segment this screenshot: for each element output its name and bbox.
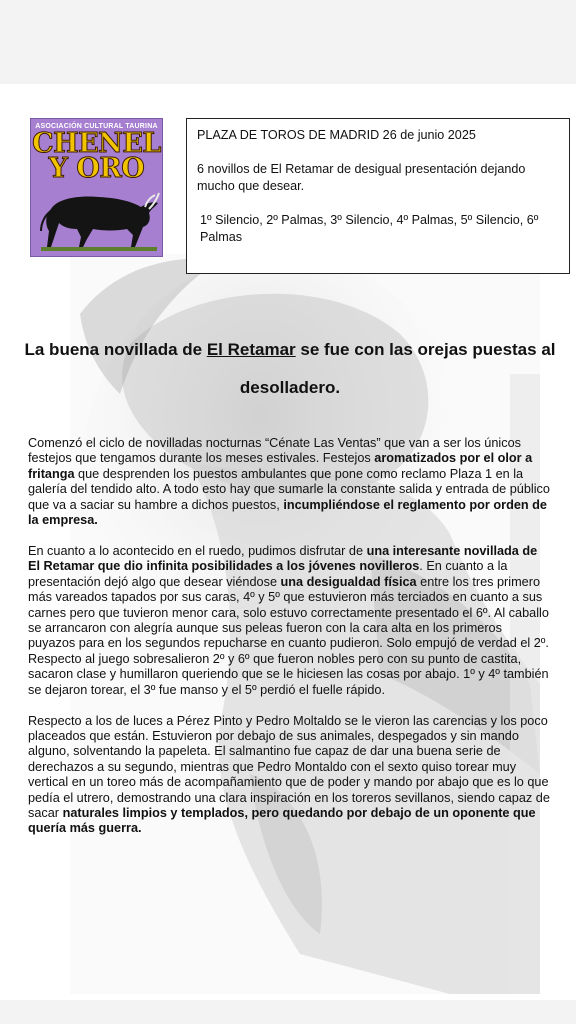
logo-name-line2: Y ORO xyxy=(48,153,145,184)
document-page xyxy=(0,84,576,1000)
paragraph-text: Comenzó el ciclo de novilladas nocturnas “Cénate Las Ventas” que van a ser los únicos festejos que tengamos durante los meses estivales. Festejos xyxy=(28,436,521,466)
article-body xyxy=(28,436,550,852)
paragraph-bold: una desigualdad física xyxy=(280,574,417,589)
article-headline xyxy=(20,331,560,407)
paragraph-1 xyxy=(28,436,550,528)
association-logo xyxy=(30,118,163,257)
logo-name xyxy=(31,128,162,184)
paragraph-bold: naturales limpios y templados, pero quedando por debajo de un oponente que quería más guerra. xyxy=(28,805,536,836)
headline-post: se fue con las orejas puestas al desolladero. xyxy=(239,340,556,397)
paragraph-2 xyxy=(28,544,550,698)
paragraph-text: En cuanto a lo acontecido en el ruedo, pudimos disfrutar de xyxy=(28,543,367,558)
paragraph-bold: incumpliéndose el reglamento por orden de la empresa. xyxy=(28,497,547,528)
headline-pre: La buena novillada de xyxy=(24,340,207,359)
event-info-box xyxy=(186,118,570,274)
bull-icon xyxy=(37,179,161,257)
logo-name-line1: CHENEL xyxy=(32,128,161,159)
top-margin xyxy=(0,0,576,84)
paragraph-bold: una interesante novillada de El Retamar que dio infinita posibilidades a los jóvenes novilleros xyxy=(28,543,538,574)
paragraph-bold: aromatizados por el olor a fritanga xyxy=(28,451,533,481)
cattle-description: 6 novillos de El Retamar de desigual presentación dejando mucho que desear. xyxy=(197,162,526,193)
venue-date: PLAZA DE TOROS DE MADRID 26 de junio 2025 xyxy=(197,128,476,142)
headline-ranch-link: El Retamar xyxy=(206,340,296,359)
bottom-margin xyxy=(0,1000,576,1024)
paragraph-3 xyxy=(28,714,550,837)
paragraph-text: Respecto a los de luces a Pérez Pinto y Pedro Moltaldo se le vieron las carencias y los poco placeados que están. Estuvieron por debajo de sus animales, despegados y sin mando alguno, solventando la papeleta. El salmantino fue capaz de dar una buena serie de derechazos a su segundo, mientras que Pedro Montaldo con el sexto quiso torear muy vertical en un toreo más de acompañamiento que de poder y mando por abajo que es lo que pedía el utrero, demostrando una clara inspiración en los toreros sevillanos, siendo capaz de sacar xyxy=(28,713,550,820)
bull-results: 1º Silencio, 2º Palmas, 3º Silencio, 4º Palmas, 5º Silencio, 6º Palmas xyxy=(200,213,539,244)
paragraph-text: entre los tres primero más vareados tapados por sus caras, 4º y 5º que estuvieron más terciados en cuanto a sus carnes pero que tuvieron menor cara, solo estuvo correctamente presentado el 6º. Al caballo se arrancaron con alegría aunque sus peleas fueron con la cara alta en los primeros puyazos para en los segundos repucharse en cuanto pudieron. Solo empujó de verdad el 2º. Respecto al juego sobresalieron 2º y 6º que fueron nobles pero con su punto de castita, sacaron clase y humillaron queriendo que se le hiciesen las cosas por abajo. 1º y 4º también se dejaron torear, el 3º fue manso y el 5º perdió el fuelle rápido. xyxy=(28,574,549,697)
paragraph-text: que desprenden los puestos ambulantes que pone como reclamo Plaza 1 en la galería del tendido alto. A todo esto hay que sumarle la constante salida y entrada de público que va a saciar su hambre a dichos puestos, xyxy=(28,466,550,512)
logo-association-text: ASOCIACIÓN CULTURAL TAURINA xyxy=(35,123,158,130)
paragraph-text: . En cuanto a la presentación dejó algo que desear viéndose xyxy=(28,559,508,589)
